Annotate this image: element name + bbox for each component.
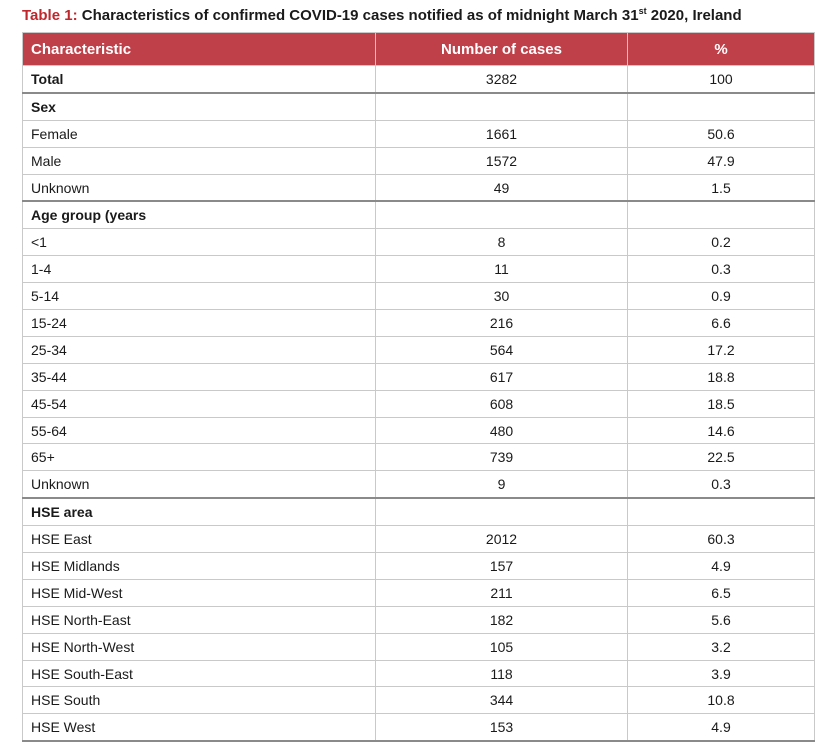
covid-characteristics-table	[22, 32, 815, 742]
row-label: 35-44	[23, 363, 376, 390]
row-label: Unknown	[23, 174, 376, 201]
percent-cell: 14.6	[628, 417, 815, 444]
cases-cell	[376, 93, 628, 120]
cases-cell: 1661	[376, 120, 628, 147]
cases-cell: 9	[376, 471, 628, 498]
title-superscript: st	[638, 6, 647, 16]
section-heading: HSE area	[23, 498, 376, 525]
row-label: 65+	[23, 444, 376, 471]
percent-cell: 18.5	[628, 390, 815, 417]
percent-cell: 5.6	[628, 606, 815, 633]
table-row	[23, 553, 815, 580]
row-label: HSE Mid-West	[23, 579, 376, 606]
cases-cell: 182	[376, 606, 628, 633]
table-row	[23, 444, 815, 471]
percent-cell: 0.3	[628, 256, 815, 283]
table-row	[23, 229, 815, 256]
row-label: Unknown	[23, 471, 376, 498]
cases-cell: 739	[376, 444, 628, 471]
section-row	[23, 201, 815, 228]
cases-cell: 1572	[376, 147, 628, 174]
percent-cell: 0.9	[628, 283, 815, 310]
column-header-percent: %	[628, 33, 815, 66]
percent-cell	[628, 201, 815, 228]
column-header-characteristic: Characteristic	[23, 33, 376, 66]
table-row	[23, 526, 815, 553]
percent-cell: 6.6	[628, 310, 815, 337]
section-heading: Sex	[23, 93, 376, 120]
row-label: HSE Midlands	[23, 553, 376, 580]
section-row	[23, 93, 815, 120]
section-row	[23, 498, 815, 525]
table-body	[23, 66, 815, 742]
percent-cell: 6.5	[628, 579, 815, 606]
percent-cell: 17.2	[628, 336, 815, 363]
cases-cell: 2012	[376, 526, 628, 553]
table-caption	[22, 6, 742, 24]
cases-cell: 118	[376, 660, 628, 687]
cases-cell: 8	[376, 229, 628, 256]
table-row	[23, 283, 815, 310]
table-row	[23, 336, 815, 363]
percent-cell: 3.9	[628, 660, 815, 687]
cases-cell	[376, 498, 628, 525]
cases-cell: 105	[376, 633, 628, 660]
row-label: HSE South	[23, 687, 376, 714]
row-label: 15-24	[23, 310, 376, 337]
percent-cell: 100	[628, 66, 815, 93]
cases-cell: 211	[376, 579, 628, 606]
row-label: 25-34	[23, 336, 376, 363]
row-label: HSE East	[23, 526, 376, 553]
table-row	[23, 363, 815, 390]
percent-cell: 47.9	[628, 147, 815, 174]
cases-cell: 344	[376, 687, 628, 714]
cases-cell: 11	[376, 256, 628, 283]
row-label: HSE North-East	[23, 606, 376, 633]
cases-cell	[376, 201, 628, 228]
cases-cell: 30	[376, 283, 628, 310]
table-title: Characteristics of confirmed COVID-19 cases notified as of midnight March 31	[81, 7, 639, 24]
row-label: 5-14	[23, 283, 376, 310]
percent-cell: 1.5	[628, 174, 815, 201]
cases-cell: 564	[376, 336, 628, 363]
table-row	[23, 714, 815, 741]
percent-cell: 0.3	[628, 471, 815, 498]
percent-cell: 18.8	[628, 363, 815, 390]
row-label: HSE West	[23, 714, 376, 741]
table-row	[23, 417, 815, 444]
row-label: 55-64	[23, 417, 376, 444]
cases-cell: 608	[376, 390, 628, 417]
percent-cell: 4.9	[628, 553, 815, 580]
table-title-suffix: 2020, Ireland	[646, 7, 742, 24]
row-label: 1-4	[23, 256, 376, 283]
row-label: Total	[23, 66, 376, 93]
table-row	[23, 606, 815, 633]
cases-cell: 157	[376, 553, 628, 580]
row-label: Female	[23, 120, 376, 147]
row-label: Male	[23, 147, 376, 174]
percent-cell	[628, 93, 815, 120]
percent-cell: 50.6	[628, 120, 815, 147]
table-row	[23, 660, 815, 687]
percent-cell: 22.5	[628, 444, 815, 471]
table-row	[23, 579, 815, 606]
table-row	[23, 256, 815, 283]
column-header-number-of-cases: Number of cases	[376, 33, 628, 66]
percent-cell: 4.9	[628, 714, 815, 741]
cases-cell: 3282	[376, 66, 628, 93]
table-label: Table 1:	[22, 7, 78, 24]
row-label: HSE South-East	[23, 660, 376, 687]
table-row	[23, 310, 815, 337]
percent-cell: 10.8	[628, 687, 815, 714]
cases-cell: 480	[376, 417, 628, 444]
table-row	[23, 390, 815, 417]
cases-cell: 617	[376, 363, 628, 390]
cases-cell: 153	[376, 714, 628, 741]
cases-cell: 216	[376, 310, 628, 337]
row-label: 45-54	[23, 390, 376, 417]
table-row	[23, 120, 815, 147]
table-row	[23, 633, 815, 660]
cases-cell: 49	[376, 174, 628, 201]
percent-cell	[628, 498, 815, 525]
percent-cell: 60.3	[628, 526, 815, 553]
section-heading: Age group (years	[23, 201, 376, 228]
table-row	[23, 687, 815, 714]
total-row	[23, 66, 815, 93]
percent-cell: 0.2	[628, 229, 815, 256]
table-row	[23, 471, 815, 498]
row-label: <1	[23, 229, 376, 256]
percent-cell: 3.2	[628, 633, 815, 660]
table-row	[23, 174, 815, 201]
table-row	[23, 147, 815, 174]
table-header-row	[23, 33, 815, 66]
row-label: HSE North-West	[23, 633, 376, 660]
